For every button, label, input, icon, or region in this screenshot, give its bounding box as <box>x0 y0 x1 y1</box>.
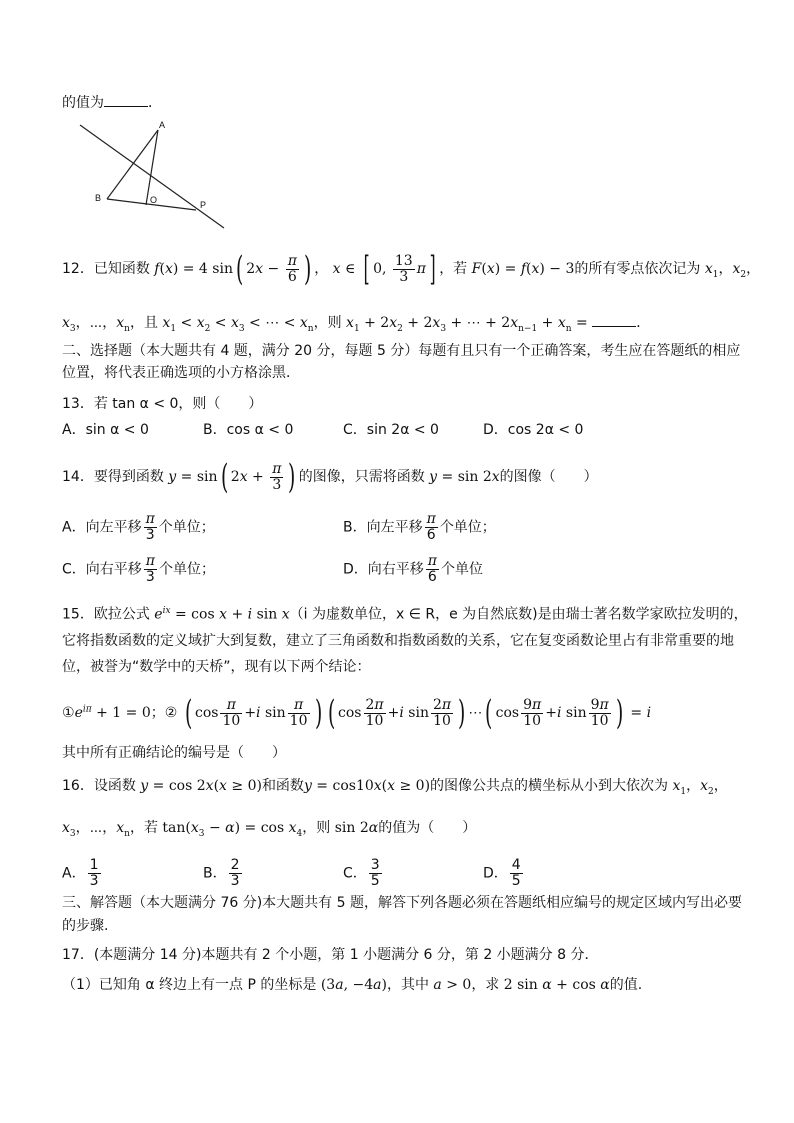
fraction-13-3: $\frac{13}{3}$ <box>394 252 413 285</box>
q14-option-b: B．向左平移 $\frac{\pi}{6}$ 个单位； <box>343 511 496 543</box>
geometry-figure <box>76 118 232 233</box>
q16-option-a: A． $\frac{1}{3}$ <box>62 857 99 889</box>
q16-option-b: B． $\frac{2}{3}$ <box>203 857 240 889</box>
q13-option-a: A．sin α < 0 <box>62 422 149 438</box>
answer-blank <box>104 92 148 107</box>
q15-conclusions: $①e^{i\pi} + 1 = 0$；② ( cos $\frac{\pi}{10}$ +i sin $\frac{\pi}{10}$ ) ( cos $\frac{2\pi}{10}$ +i sin $\frac{2\pi}{10}$ ) ⋯( cos $\frac{9\pi}{10}$ +i sin $\frac{9\pi}{10}$ ) = i <box>62 693 652 733</box>
q12-then: ，则 <box>313 315 342 331</box>
q17-part1: （1）已知角 α 终边上有一点 P 的坐标是 (3a, −4a)，其中 a > 0，求 2 sin α + cos α的值. <box>62 977 643 993</box>
point-label-a: A <box>159 120 166 130</box>
q17-header: 17．(本题满分 14 分)本题共有 2 个小题，第 1 小题满分 6 分，第 2 小题满分 8 分． <box>62 947 599 963</box>
q12-and: ，且 <box>129 315 158 331</box>
q16-option-c: C． $\frac{3}{5}$ <box>343 857 380 889</box>
q14-suffix: 的图像（ ） <box>499 469 598 485</box>
q13-stem: 13．若 tan α < 0，则（ ） <box>62 396 263 412</box>
segment-ba <box>107 130 158 199</box>
section3-line2: 的步骤. <box>62 918 109 934</box>
q15-line3: 位，被誉为“数学中的天桥”，现有以下两个结论： <box>62 659 371 675</box>
section2-line1: 二、选择题（本大题共有 4 题，满分 20 分，每题 5 分）每题有且只有一个正确答案，考生应在答题纸的相应 <box>62 343 741 359</box>
q14-middle: 的图像，只需将函数 <box>298 469 425 485</box>
q12-line2: $x_3$，⋯，$x_n$，且 $x_1 < x_2 < x_3$ < ⋯ < $x_n$，则 $x_1 + 2x_2 + 2x_3$ + ⋯ + $2x_{n-1} + x_n$ = ． <box>62 312 650 339</box>
q16-line1: 16．设函数 y = cos 2x(x ≥ 0)和函数y = cos10x(x ≥ 0)的图像公共点的横坐标从小到大依次为 $x_1$，$x_2$， <box>62 778 728 797</box>
q13-option-c: C．sin 2α < 0 <box>343 422 439 438</box>
q13-option-b: B．cos α < 0 <box>203 422 294 438</box>
q14-option-a: A．向左平移 $\frac{\pi}{3}$ 个单位； <box>62 511 215 543</box>
q14-option-d: D．向右平移 $\frac{\pi}{6}$ 个单位 <box>343 553 483 585</box>
fraction-pi-6: $\frac{\pi}{6}$ <box>287 252 297 285</box>
point-label-p: P <box>200 200 207 210</box>
q15-line1: 15．欧拉公式 $e^{ix} = \cos x + i$ sin x（i 为虚数单位，x ∈ R，e 为自然底数)是由瑞士著名数学家欧拉发明的， <box>62 606 748 623</box>
figure-line-through-p <box>80 125 224 228</box>
q14-prefix: 14．要得到函数 <box>62 469 164 485</box>
answer-blank <box>592 312 636 327</box>
q12-prefix: 12．已知函数 <box>62 261 150 277</box>
q12-suffix: 的所有零点依次记为 <box>574 261 701 277</box>
point-label-b: B <box>95 193 102 203</box>
q16-option-d: D． $\frac{4}{5}$ <box>483 857 521 889</box>
segment-ao <box>146 130 158 205</box>
section2-line2: 位置，将代表正确选项的小方格涂黑． <box>62 365 300 381</box>
q14-option-c: C．向右平移 $\frac{\pi}{3}$ 个单位； <box>62 553 215 585</box>
q14-stem: 14．要得到函数 y = sin( 2x + $\frac{\pi}{3}$ ) 的图像，只需将函数 y = sin 2x的图像（ ） <box>62 457 598 497</box>
point-label-o: O <box>150 195 158 205</box>
q13-option-d: D．cos 2α < 0 <box>483 422 584 438</box>
q11-tail: 的值为 ． <box>62 92 162 113</box>
q12-if: ，若 <box>439 261 468 277</box>
q11-tail-text: 的值为 <box>62 95 104 111</box>
q15-question: 其中所有正确结论的编号是（ ） <box>62 745 286 761</box>
q12-line1: 12．已知函数 f(x) = 4 sin( 2x − $\frac{\pi}{6}$ ) ， x ∈ [ 0, $\frac{13}{3}$ π ] ，若 F(x) = f(x) − 3的所有零点依次记为 $x_1$，$x_2$， <box>62 249 761 289</box>
q15-line2: 它将指数函数的定义域扩大到复数，建立了三角函数和指数函数的关系，它在复变函数论里占有非常重要的地 <box>62 633 734 649</box>
q16-line2: $x_3$，⋯，$x_n$，若 $\tan(x_3 - \alpha) = \cos x_4$，则 sin 2α的值为（ ） <box>62 820 477 839</box>
section3-line1: 三、解答题（本大题满分 76 分)本大题共有 5 题，解答下列各题必须在答题纸相应编号的规定区域内写出必要 <box>62 895 742 911</box>
fraction-pi-3: $\frac{\pi}{3}$ <box>272 460 282 493</box>
